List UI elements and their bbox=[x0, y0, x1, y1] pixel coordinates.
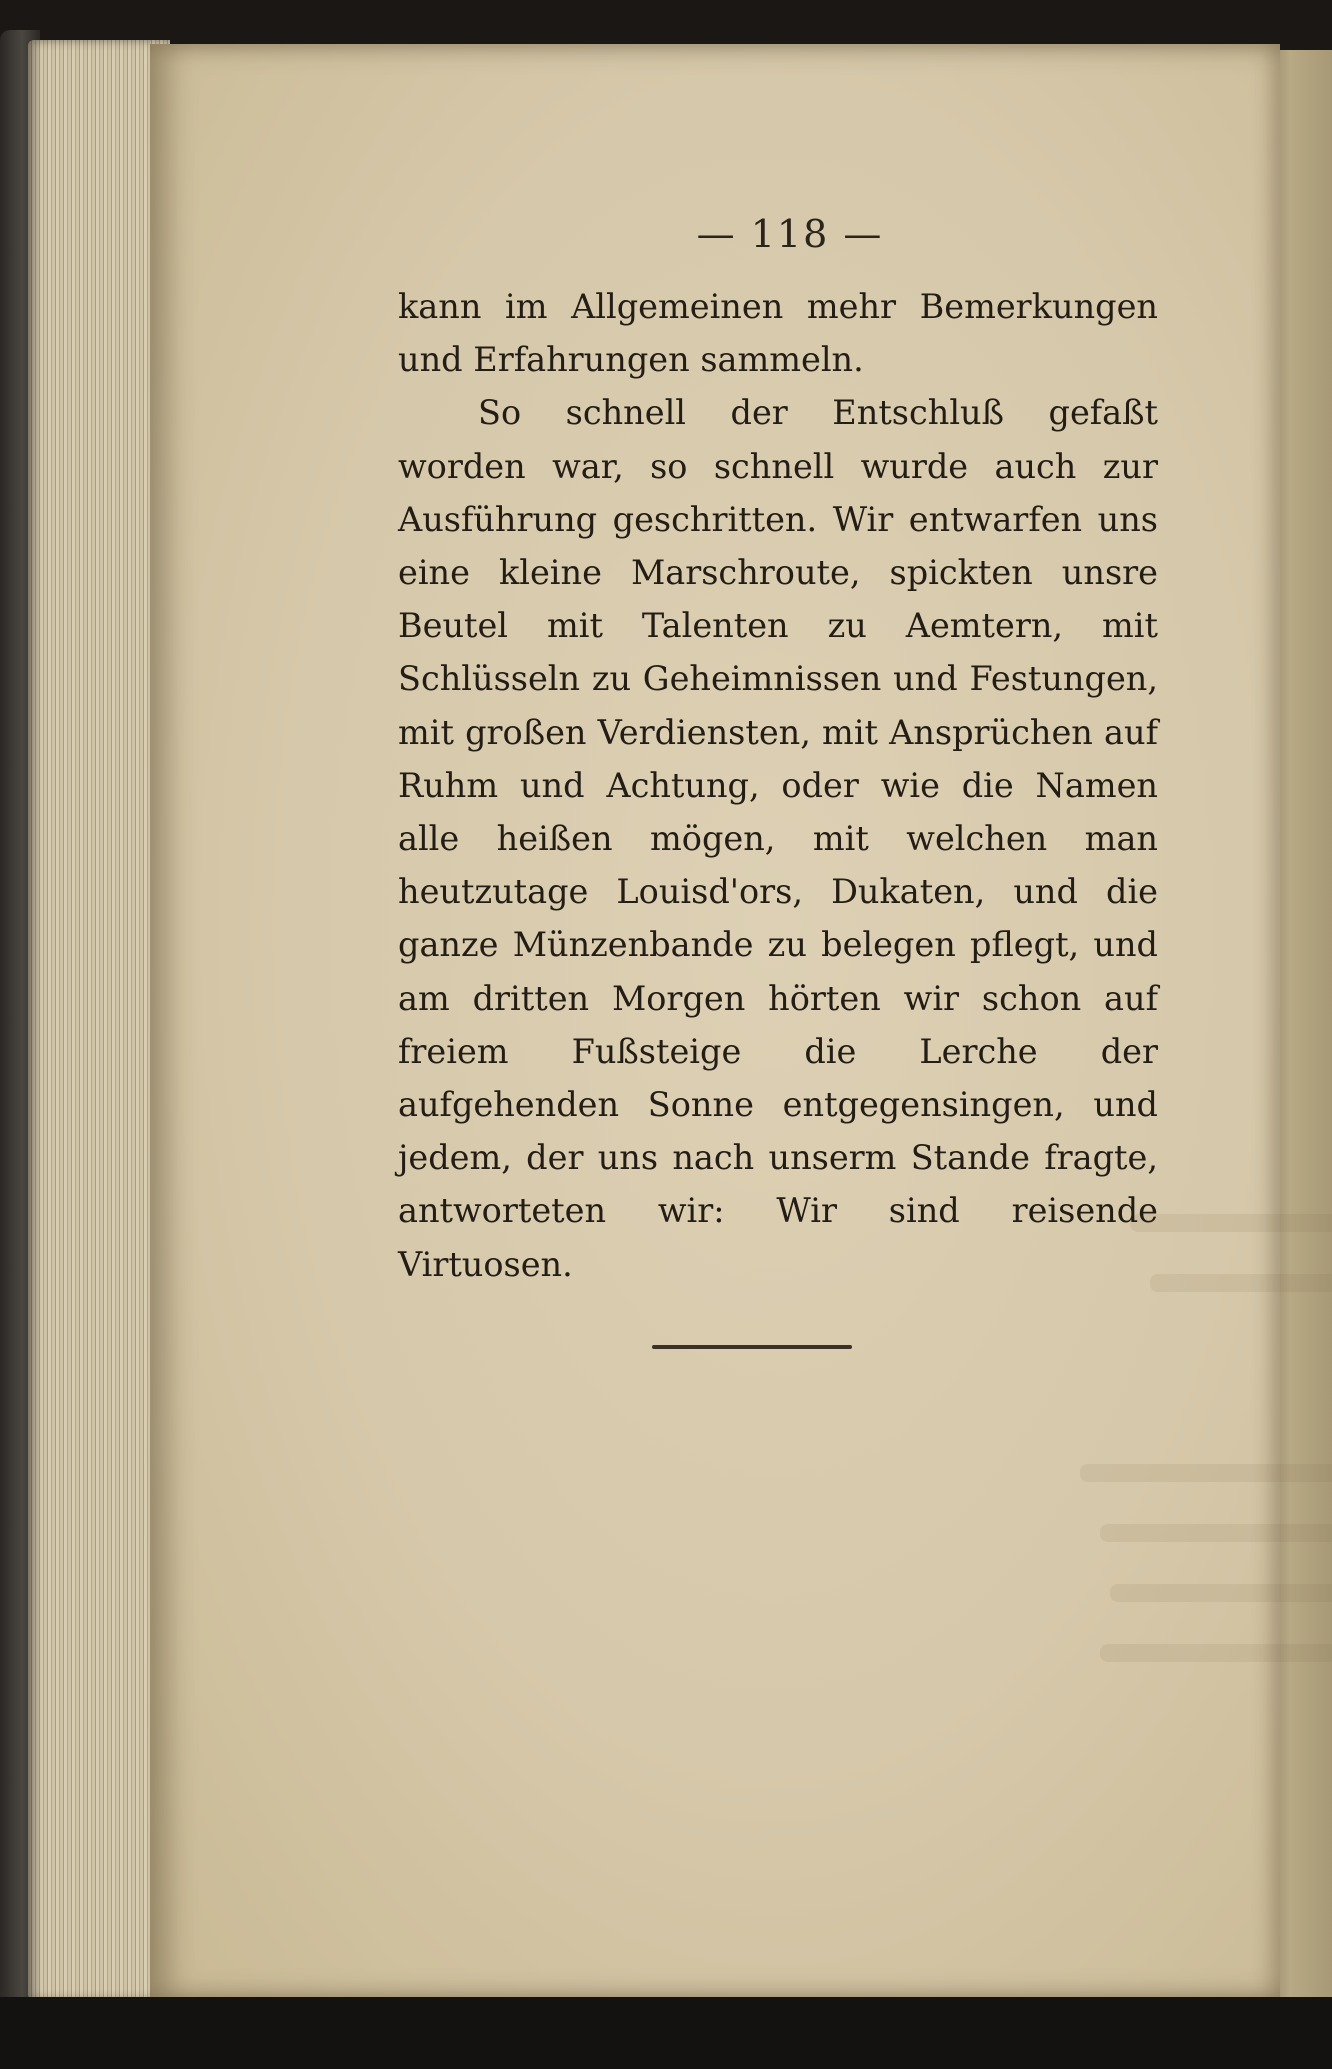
section-divider-rule bbox=[652, 1345, 852, 1349]
paragraph: kann im Allgemeinen mehr Bemerkungen und Erfahrungen sammeln. bbox=[398, 287, 1158, 380]
stacked-page-edges bbox=[28, 40, 170, 2000]
page-number: — 118 — bbox=[696, 212, 884, 256]
bleed-through-mark bbox=[1100, 1524, 1332, 1542]
bleed-through-mark bbox=[1110, 1584, 1332, 1602]
scan-background-edge bbox=[0, 1997, 1332, 2069]
bleed-through-mark bbox=[1150, 1274, 1332, 1292]
paragraph: So schnell der Entschluß gefaßt worden war, so schnell wurde auch zur Ausführung geschritten. Wir entwarfen uns eine kleine Marschroute, spickten unsre Beutel mit Talenten zu Aemtern, mit Schlüsseln zu Geheimnissen und Festungen, mit großen Verdiensten, mit Ansprüchen auf Ruhm und Achtung, oder wie die Namen alle heißen mögen, mit welchen man heutzutage Louisd'ors, Dukaten, und die ganze Münzenbande zu belegen pflegt, und am dritten Morgen hörten wir schon auf freiem Fußsteige die Lerche der aufgehenden Sonne entgegensingen, und jedem, der uns nach unserm Stande fragte, antworteten wir: Wir sind reisende Virtuosen. bbox=[398, 393, 1158, 1284]
bleed-through-mark bbox=[1080, 1464, 1332, 1482]
bleed-through-mark bbox=[1100, 1644, 1332, 1662]
bleed-through-mark bbox=[1130, 1214, 1332, 1232]
body-text bbox=[398, 280, 1158, 1291]
